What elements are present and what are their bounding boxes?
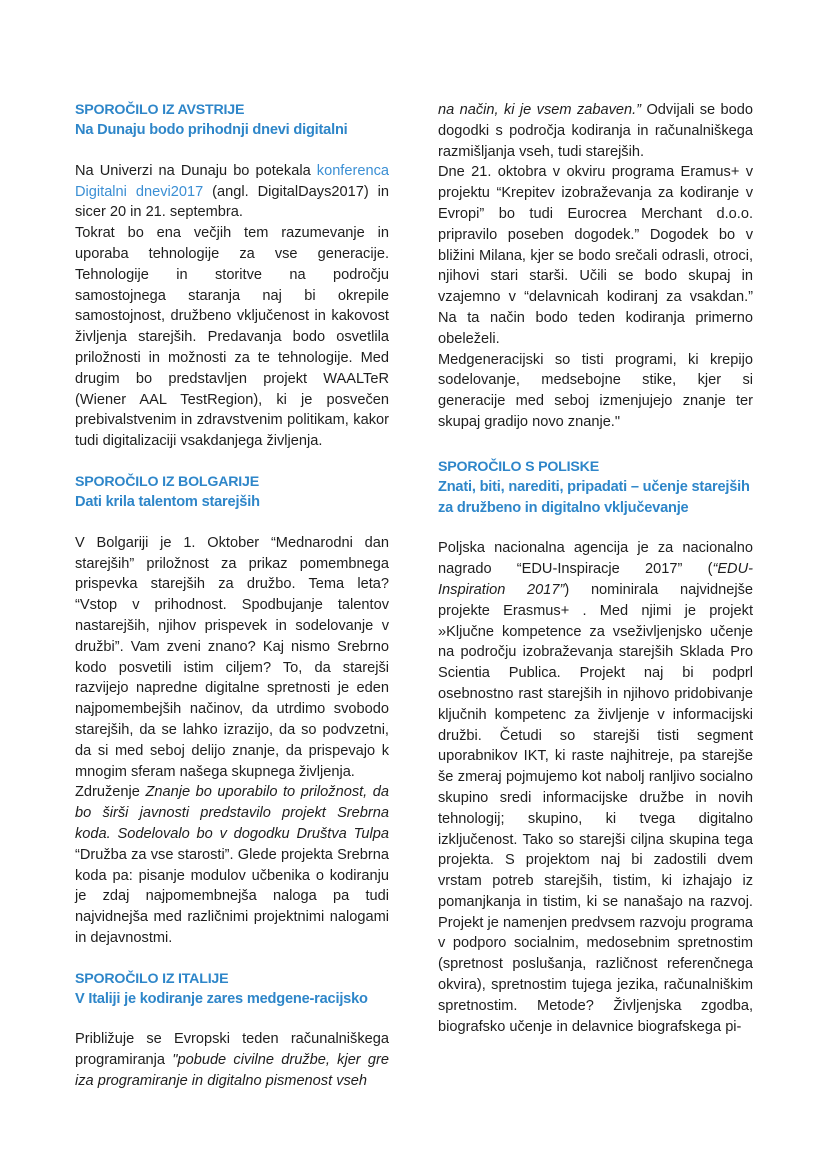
paragraph bbox=[75, 161, 389, 223]
paragraph bbox=[75, 782, 389, 948]
section-kicker: SPOROČILO S POLISKE bbox=[438, 458, 599, 475]
section-headline: Dati krila talentom starejših bbox=[75, 493, 260, 510]
section-poland bbox=[438, 457, 753, 1038]
italic-text: Znanje bo uporabilo to priložnost, da bo širši javnosti predstavilo projekt Srebrna koda. Sodelovalo bo v dogodku Društva Tulpa bbox=[75, 784, 390, 842]
italic-text: "pobude civilne družbe, kjer gre iza programiranje in digitalno pismenost vseh bbox=[75, 1052, 390, 1090]
text: Poljska nacionalna agencija je za nacionalno nagrado “EDU-Inspiracje 2017” ( bbox=[438, 540, 753, 578]
paragraph bbox=[75, 1029, 389, 1091]
section-headline: V Italiji je kodiranje zares medgene-racijsko bbox=[75, 990, 368, 1007]
section-austria bbox=[75, 100, 389, 452]
text: (angl. DigitalDays2017) in sicer 20 in 21. septembra. bbox=[75, 183, 389, 221]
section-headline: Znati, biti, narediti, pripadati – učenje starejših za družbeno in digitalno vključevanje bbox=[438, 478, 750, 516]
paragraph: Tokrat bo ena večjih tem razumevanje in uporaba tehnologije za vse generacije. Tehnologije in storitve na področju samostojnega staranja naj bi okrepile samostojnost, družbeno vključenost in kakovost življenja starejših. Predavanja bodo osvetlila priložnosti in možnosti za te tehnologije. Med drugim bo predstavljen projekt WAALTeR (Wiener AAL TestRegion), ki je posvečen prebivalstvenim in zdravstvenim politikam, kakor tudi digitalizaciji vsakdanjega življenja. bbox=[75, 225, 389, 450]
paragraph bbox=[438, 538, 753, 1037]
text: Na Univerzi na Dunaju bo potekala bbox=[75, 162, 317, 179]
text: Združenje bbox=[75, 784, 146, 801]
paragraph: V Bolgariji je 1. Oktober “Mednarodni dan starejših” priložnost za prikaz pomembnega prispevka starejših za družbo. Tema leta? “Vstop v prihodnost. Spodbujanje talentov nastarejših, njihov prispevek in sodelovanje v družbi”. Vam zveni znano? Kaj nismo Srebrno kodo posvetili istim ciljem? To, da starejši razvijejo napredne digitalne spretnosti je eden najpomembejših načinov, da utrdimo svobodo starejših, da se lahko izrazijo, da so podvzetni, da si med seboj delijo znanje, da prispevajo k mnogim sferam našega skupnega življenja. bbox=[75, 534, 389, 780]
section-headline: Na Dunaju bodo prihodnji dnevi digitalni bbox=[75, 122, 348, 138]
section-bulgaria bbox=[75, 472, 389, 949]
right-column bbox=[438, 100, 753, 1037]
text: Odvijali se bodo dogodki s področja kodiranja in računalniškega razmišljanja vseh, tudi starejših. bbox=[438, 102, 753, 160]
text: ) nominirala najvidnejše projekte Erasmus+ . Med njimi je projekt »Ključne kompetence za vseživljenjsko učenje na področju izobraževanja starejših Sklada Pro Scientia Publica. Projekt naj bi podprl osebnostno rast starejših in njihovo pridobivanje ključnih kompetenc za življenje v informacijski družbi. Četudi so starejši tisti segment uporabnikov IKT, ki raste najhitreje, pa starejše še zmeraj pojmujemo kot nabolj ranljivo socialno skupino sredi informacijske družbe in novih tehnologij; skupino, ki tvega digitalno izključenost. Tako so starejši ciljna skupina tega projekta. S projektom naj bi zadostili dvem vrstam potreb starejših, tistim, ki izhajajo iz pomanjkanja in tistim, ki se nanašajo na razvoj. Projekt je namenjen predvsem razvoju programa v podporo socialnim, medosebnim spretnostim (spretnost poslušanja, različnost referenčnega okvira), spretnostim tujega jezika, računalniškim spretnostim. Metode? Življenjska zgodba, biografsko učenje in delavnice biografskega pi- bbox=[438, 581, 753, 1035]
paragraph: Medgeneracijski so tisti programi, ki krepijo sodelovanje, medsebojne stike, kjer si generacije med seboj izmenjujejo znanje ter skupaj gradijo novo znanje." bbox=[438, 351, 753, 430]
section-italy bbox=[75, 969, 389, 1092]
paragraph bbox=[438, 100, 753, 162]
section-kicker: SPOROČILO IZ AVSTRIJE bbox=[75, 102, 245, 118]
italic-text: “EDU-Inspiration 2017” bbox=[438, 561, 753, 598]
conference-link[interactable]: konferenca Digitalni dnevi2017 bbox=[75, 162, 389, 200]
section-italy-continued bbox=[438, 100, 753, 433]
italic-text: na način, ki je vsem zabaven.” bbox=[438, 102, 642, 118]
text: “Družba za vse starosti”. Glede projekta Srebrna koda pa: pisanje modulov učbenika o kodiranju je zdaj najpomembnejša naloga pa tudi najvidnejša med različnimi projektnimi nalogami in dejavnostmi. bbox=[75, 846, 389, 946]
section-kicker: SPOROČILO IZ BOLGARIJE bbox=[75, 473, 259, 490]
left-column bbox=[75, 100, 389, 1092]
section-kicker: SPOROČILO IZ ITALIJE bbox=[75, 970, 229, 987]
text: Približuje se Evropski teden računalniškega programiranja bbox=[75, 1031, 389, 1069]
paragraph: Dne 21. oktobra v okviru programa Eramus+ v projektu “Krepitev izobraževanja za kodiranje v Evropi” bo tudi Eurocrea Merchant d.o.o. pripravilo poseben dogodek.” Dogodek bo v bližini Milana, kjer se bodo srečali odrasli, otroci, njihovi stari starši. Učili se bodo skupaj in vzajemno v “delavnicah kodiranj za vsakdan.” Na ta način bodo teden kodiranja primerno obeleželi. bbox=[438, 164, 753, 347]
